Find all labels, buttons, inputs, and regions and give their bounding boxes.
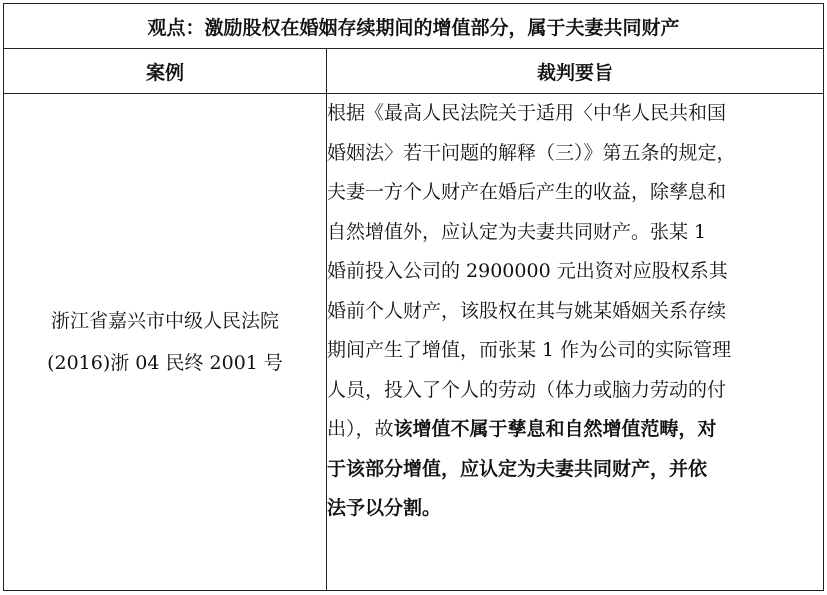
ruling-text-bold: 法予以分割。 (327, 497, 442, 519)
ruling-text-bold: 于该部分增值，应认定为夫妻共同财产，并依 (327, 457, 708, 480)
title-row (4, 4, 824, 49)
content-row (4, 94, 824, 591)
ruling-line (327, 213, 823, 253)
case-cell (4, 94, 327, 591)
ruling-line (327, 134, 823, 174)
case-court: 浙江省嘉兴市中级人民法院 (50, 310, 279, 332)
ruling-text-normal: 婚姻法〉若干问题的解释（三）》第五条的规定， (327, 141, 736, 164)
ruling-text-normal: 出），故 (327, 418, 394, 440)
ruling-line (327, 450, 823, 490)
ruling-cell (327, 94, 824, 591)
ruling-text-normal: 根据《最高人民法院关于适用〈中华人民共和国 (327, 102, 727, 124)
ruling-line (327, 489, 823, 529)
ruling-text-normal: 人员，投入了个人的劳动（体力或脑力劳动的付 (327, 378, 727, 401)
ruling-line (327, 371, 823, 411)
table-title: 观点：激励股权在婚姻存续期间的增值部分，属于夫妻共同财产 (4, 4, 824, 49)
case-number: (2016)浙 04 民终 2001 号 (47, 352, 283, 374)
ruling-header: 裁判要旨 (327, 49, 824, 94)
case-header: 案例 (4, 49, 327, 94)
ruling-line (327, 252, 823, 292)
ruling-table (3, 3, 824, 591)
header-row (4, 49, 824, 94)
ruling-text-normal: 婚前投入公司的 2900000 元出资对应股权系其 (327, 260, 728, 282)
ruling-text-normal: 期间产生了增值，而张某 1 作为公司的实际管理 (327, 339, 732, 361)
ruling-text-normal: 婚前个人财产，该股权在其与姚某婚姻关系存续 (327, 299, 727, 322)
ruling-line (327, 94, 823, 134)
ruling-line (327, 331, 823, 371)
ruling-text-bold: 该增值不属于孳息和自然增值范畴，对 (393, 418, 717, 440)
ruling-text-normal: 夫妻一方个人财产在婚后产生的收益，除孳息和 (327, 181, 727, 203)
ruling-text (327, 94, 823, 529)
ruling-line (327, 410, 823, 450)
ruling-text-normal: 自然增值外，应认定为夫妻共同财产。张某 1 (327, 220, 707, 243)
ruling-line (327, 173, 823, 213)
ruling-line (327, 292, 823, 332)
